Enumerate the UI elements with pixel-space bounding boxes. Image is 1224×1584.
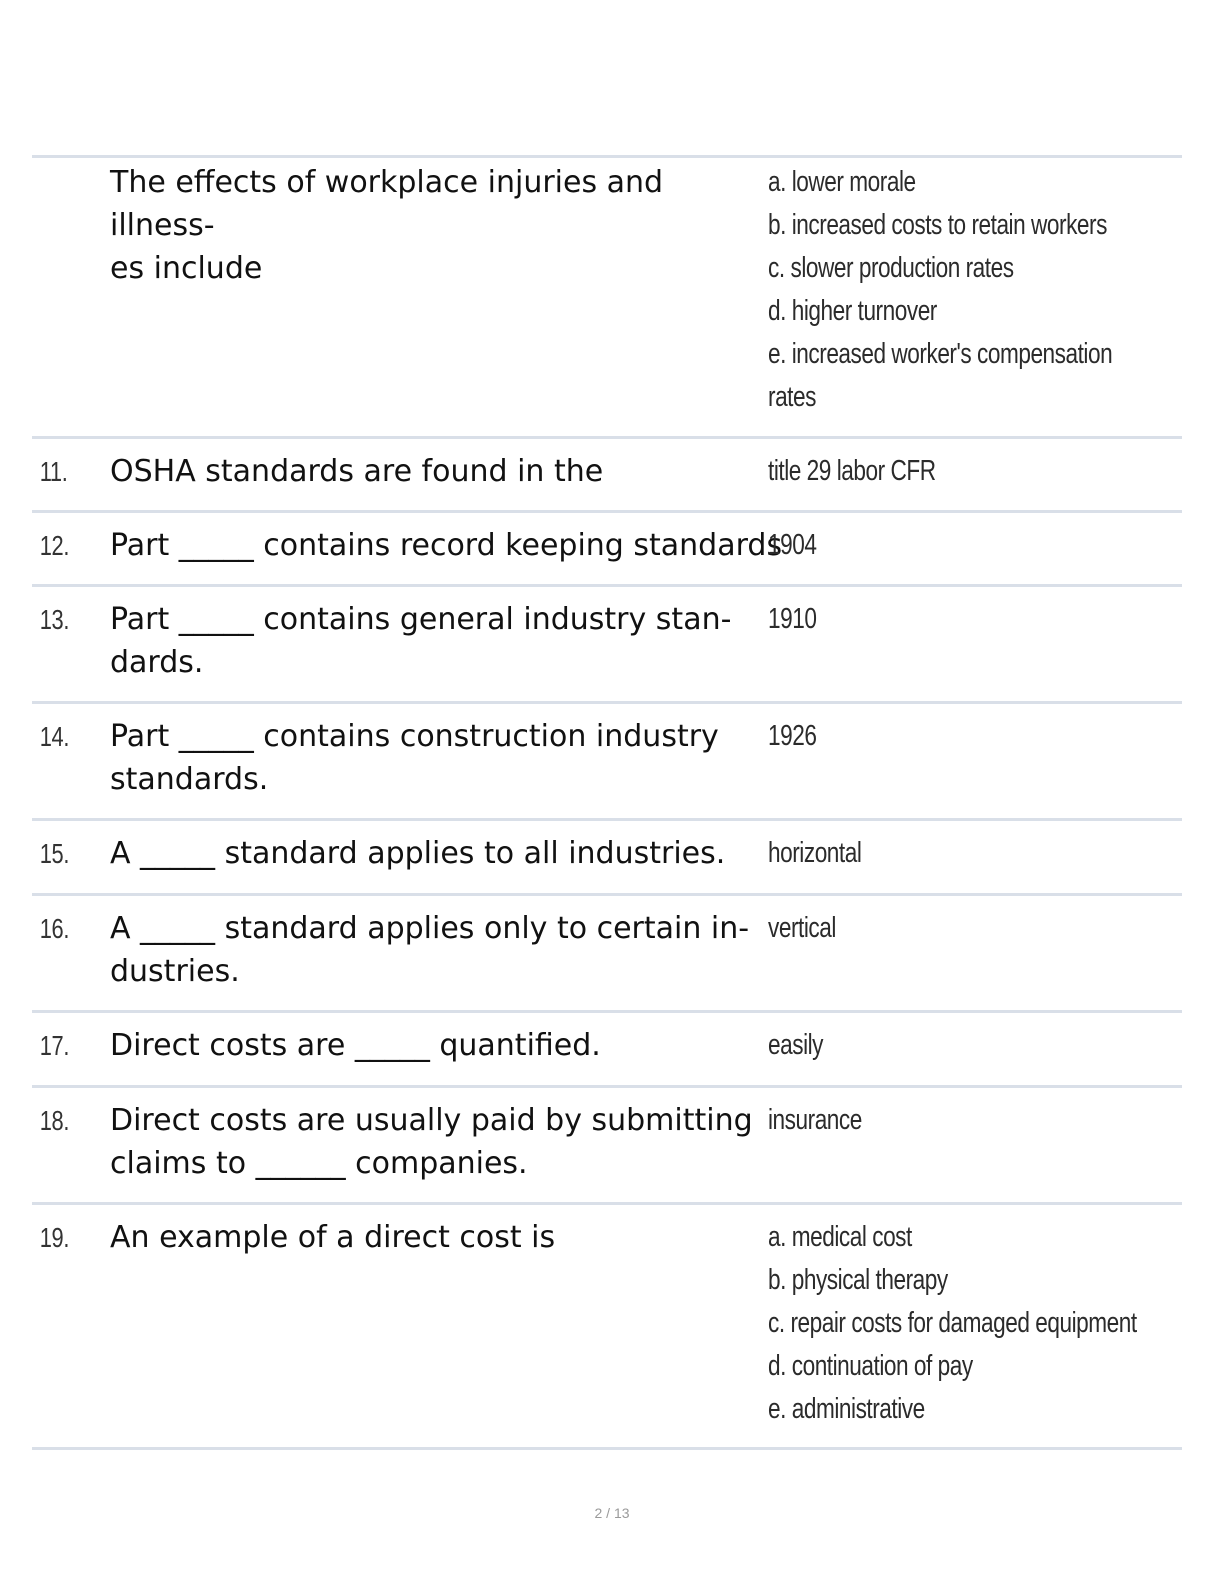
answer-line: e. increased worker's compensation xyxy=(768,338,1113,370)
answer-line: vertical xyxy=(768,912,836,944)
answer-line: e. administrative xyxy=(768,1393,925,1425)
answer-line: 1904 xyxy=(768,529,817,561)
question-text: The effects of workplace injuries and illness- es include xyxy=(110,165,664,286)
row-number: 13. xyxy=(39,604,70,635)
answer-line: b. physical therapy xyxy=(768,1264,948,1296)
answer-text xyxy=(768,450,1091,493)
table-row xyxy=(32,510,1182,584)
answer-text xyxy=(768,1024,1091,1067)
answer-line: d. higher turnover xyxy=(768,295,937,327)
question-text: Part _____ contains record keeping standards xyxy=(110,528,783,563)
answer-text xyxy=(768,715,1091,758)
row-number: 14. xyxy=(39,721,70,752)
table-row xyxy=(32,1085,1182,1202)
answer-line: 1926 xyxy=(768,720,817,752)
answer-line: d. continuation of pay xyxy=(768,1350,973,1382)
question-text: An example of a direct cost is xyxy=(110,1220,556,1255)
question-text: A _____ standard applies only to certain in- dustries. xyxy=(110,911,750,989)
answer-line: b. increased costs to retain workers xyxy=(768,209,1107,241)
answer-line: horizontal xyxy=(768,837,862,869)
answer-line: easily xyxy=(768,1029,824,1061)
table-row xyxy=(32,818,1182,893)
table-row xyxy=(32,1010,1182,1085)
question-text: Part _____ contains general industry stan- dards. xyxy=(110,602,732,680)
answer-line: c. slower production rates xyxy=(768,252,1014,284)
row-number: 17. xyxy=(39,1030,70,1061)
row-number: 11. xyxy=(39,456,68,487)
question-text: A _____ standard applies to all industries. xyxy=(110,836,726,871)
answer-text xyxy=(768,907,1091,950)
answer-text xyxy=(768,161,1112,419)
table-row xyxy=(32,584,1182,701)
table-row xyxy=(32,155,1182,436)
answer-line: insurance xyxy=(768,1104,862,1136)
answer-line: c. repair costs for damaged equipment xyxy=(768,1307,1137,1339)
row-number: 15. xyxy=(39,838,70,869)
answer-text xyxy=(768,1216,1137,1431)
answer-line: title 29 labor CFR xyxy=(768,455,936,487)
table-row xyxy=(32,436,1182,510)
row-number: 12. xyxy=(39,530,70,561)
answer-line: rates xyxy=(768,381,816,413)
page-number: 2 / 13 xyxy=(594,1505,630,1521)
question-text: OSHA standards are found in the xyxy=(110,454,604,489)
question-text: Direct costs are usually paid by submitting claims to ______ companies. xyxy=(110,1103,753,1181)
answer-text xyxy=(768,524,1091,567)
answer-text xyxy=(768,1099,1091,1142)
answer-text xyxy=(768,598,1091,641)
table-row xyxy=(32,893,1182,1010)
answer-line: 1910 xyxy=(768,603,817,635)
answer-line: a. medical cost xyxy=(768,1221,912,1253)
table-row xyxy=(32,1202,1182,1450)
answer-text xyxy=(768,832,1091,875)
question-text: Part _____ contains construction industry standards. xyxy=(110,719,719,797)
table-row xyxy=(32,701,1182,818)
flashcard-table xyxy=(32,155,1182,1450)
row-number: 16. xyxy=(39,913,70,944)
question-text: Direct costs are _____ quantified. xyxy=(110,1028,601,1063)
row-number: 19. xyxy=(39,1222,70,1253)
answer-line: a. lower morale xyxy=(768,166,916,198)
row-number: 18. xyxy=(39,1105,70,1136)
